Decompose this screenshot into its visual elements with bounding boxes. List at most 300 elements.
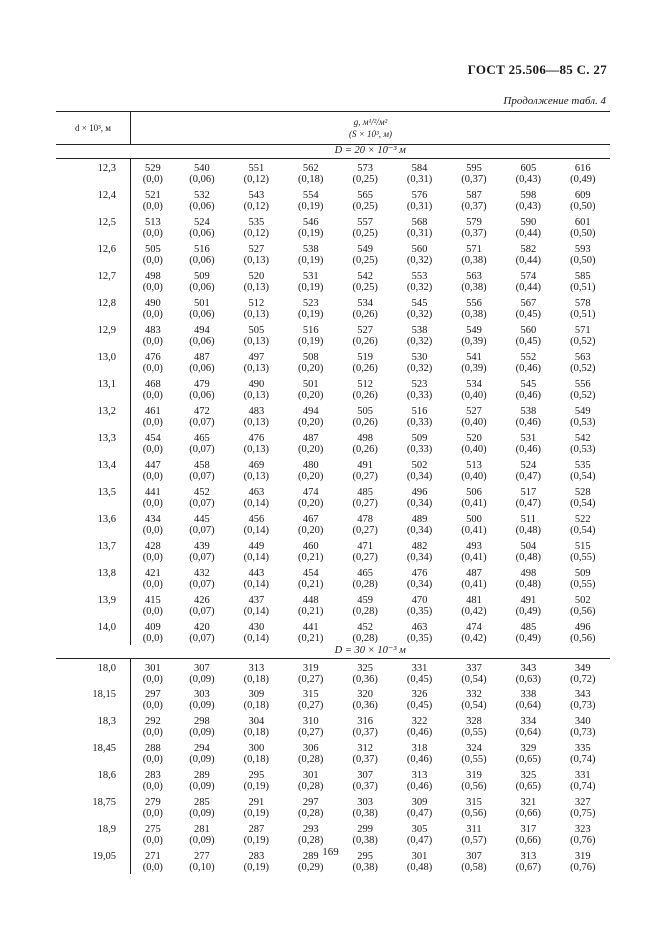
g-value: 598 [520,189,537,201]
table-cell [284,456,338,483]
s-value: (0,33) [406,389,433,401]
table-cell [556,402,610,429]
g-value: 516 [194,243,210,255]
g-value: 317 [520,824,537,835]
g-value: 573 [357,163,374,174]
table-row [56,429,610,456]
table-cell [556,375,610,402]
s-value: (0,49) [515,632,542,644]
table-cell [501,591,555,618]
g-value: 313 [248,662,265,674]
s-value: (0,47) [515,497,542,509]
s-value: (0,48) [515,524,542,536]
s-value: (0,36) [352,673,378,685]
s-value: (0,32) [406,281,433,293]
row-d-value: 12,5 [56,213,131,240]
g-value: 439 [194,540,210,552]
table-cell [447,820,501,847]
s-value: (0,27) [298,700,324,711]
g-value: 327 [574,797,591,808]
table-cell [284,159,338,186]
table-cell [501,483,555,510]
table-cell [175,658,229,685]
g-value: 487 [466,567,482,579]
g-value: 551 [248,163,265,174]
table-cell [229,483,283,510]
s-value: (0,39) [461,362,487,374]
g-value: 301 [144,662,161,674]
g-value: 289 [302,851,319,862]
table-cell [131,510,175,537]
g-value: 500 [466,513,482,525]
row-d-value: 13,7 [56,537,131,564]
g-value: 325 [357,662,374,674]
g-value: 530 [411,351,428,363]
s-value: (0,46) [406,754,433,765]
g-value: 535 [574,459,591,471]
g-value: 287 [248,824,265,835]
g-value: 522 [574,513,591,525]
table-cell [501,537,555,564]
s-value: (0,21) [298,578,324,590]
row-d-value: 18,45 [56,739,131,766]
g-value: 556 [466,297,482,309]
s-value: (0,48) [515,578,542,590]
table-cell [338,685,392,712]
table-cell [447,402,501,429]
s-value: (0,07) [189,443,215,455]
table-cell [175,591,229,618]
s-value: (0,47) [406,835,433,846]
s-value: (0,20) [298,389,324,401]
g-value: 305 [411,824,428,835]
table-cell [501,267,555,294]
table-cell [338,186,392,213]
table-cell [338,294,392,321]
table-cell [447,591,501,618]
s-value: (0,09) [189,673,215,685]
s-value: (0,38) [461,281,487,293]
g-value: 340 [574,716,591,727]
row-d-value: 13,1 [56,375,131,402]
table-cell [447,159,501,186]
g-value: 313 [411,770,428,781]
s-value: (0,76) [570,835,596,846]
table-cell [175,766,229,793]
table-cell [131,375,175,402]
s-value: (0,38) [461,308,487,320]
table-cell [556,820,610,847]
table-cell [229,658,283,685]
g-value: 298 [194,716,210,727]
g-value: 527 [248,243,265,255]
s-value: (0,46) [515,416,542,428]
g-value: 306 [302,743,319,754]
g-value: 271 [144,851,161,862]
table-cell [556,685,610,712]
g-value: 512 [357,378,374,390]
s-value: (0,21) [298,551,324,563]
g-value: 491 [357,459,374,471]
table-cell [501,186,555,213]
s-value: (0,06) [189,254,215,266]
table-cell [131,820,175,847]
row-d-value: 18,6 [56,766,131,793]
s-value: (0,20) [298,443,324,455]
table-cell [501,712,555,739]
g-value: 456 [248,513,265,525]
row-d-value: 13,2 [56,402,131,429]
s-value: (0,27) [352,524,378,536]
g-value: 538 [520,405,537,417]
g-value: 528 [574,486,591,498]
g-value: 343 [574,689,591,700]
row-d-value: 14,0 [56,618,131,645]
g-value: 474 [302,486,319,498]
s-value: (0,07) [189,578,215,590]
table-cell [284,429,338,456]
g-value: 295 [248,770,265,781]
table-cell [131,186,175,213]
table-cell [501,685,555,712]
s-value: (0,27) [352,497,378,509]
g-value: 497 [248,351,265,363]
s-value: (0,07) [189,524,215,536]
table-cell [447,348,501,375]
row-d-value: 13,3 [56,429,131,456]
g-value: 445 [194,513,210,525]
s-value: (0,32) [406,308,433,320]
table-cell [175,402,229,429]
g-value: 562 [302,163,319,174]
table-cell [338,267,392,294]
s-value: (0,20) [298,524,324,536]
table-cell [131,456,175,483]
table-cell [229,186,283,213]
row-d-value: 13,5 [56,483,131,510]
g-value: 277 [194,851,210,862]
g-value: 476 [411,567,428,579]
table-row [56,294,610,321]
s-value: (0,76) [570,862,596,873]
g-value: 458 [194,459,210,471]
table-cell [131,213,175,240]
table-cell [501,402,555,429]
g-value: 426 [194,594,210,606]
g-value: 415 [144,594,161,606]
s-value: (0,27) [298,673,324,685]
table-cell [175,712,229,739]
table-row [56,186,610,213]
table-cell [392,820,446,847]
s-value: (0,38) [352,835,378,846]
g-value: 512 [248,297,265,309]
s-value: (0,42) [461,632,487,644]
s-value: (0,14) [243,605,270,617]
s-value: (0,0) [142,174,163,185]
g-value: 582 [520,243,537,255]
table-cell [392,766,446,793]
table-cell [338,321,392,348]
s-value: (0,27) [352,551,378,563]
table-cell [175,793,229,820]
s-value: (0,18) [243,754,270,765]
s-value: (0,12) [243,174,270,185]
row-d-value: 18,15 [56,685,131,712]
g-value: 529 [144,163,161,174]
table-cell [447,321,501,348]
g-value: 303 [357,797,374,808]
g-value: 531 [302,270,319,282]
g-value: 304 [248,716,265,727]
table-cell [556,537,610,564]
table-cell [556,456,610,483]
g-value: 498 [144,270,161,282]
s-value: (0,25) [352,200,378,212]
table-cell [556,186,610,213]
s-value: (0,35) [406,605,433,617]
table-cell [392,375,446,402]
table-cell [229,267,283,294]
s-value: (0,06) [189,389,215,401]
table-cell [229,739,283,766]
table-cell [447,766,501,793]
table-cell [338,510,392,537]
g-value: 338 [520,689,537,700]
s-value: (0,51) [570,308,596,320]
s-value: (0,27) [298,727,324,738]
table-cell [392,658,446,685]
table-row [56,267,610,294]
table-cell [556,483,610,510]
table-cell [131,321,175,348]
s-value: (0,06) [189,174,215,185]
table-cell [175,483,229,510]
s-value: (0,18) [243,700,270,711]
s-value: (0,49) [570,174,596,185]
table-cell [447,510,501,537]
table-cell [229,348,283,375]
s-value: (0,13) [243,335,270,347]
s-value: (0,74) [570,754,596,765]
g-value: 307 [194,662,210,674]
g-value: 295 [357,851,374,862]
g-value: 310 [302,716,319,727]
table-cell [447,456,501,483]
row-d-value: 18,3 [56,712,131,739]
s-value: (0,25) [352,254,378,266]
g-value: 545 [411,297,428,309]
g-value: 449 [248,540,265,552]
s-value: (0,28) [298,781,324,792]
s-value: (0,34) [406,551,433,563]
row-d-value: 12,4 [56,186,131,213]
table-cell [284,186,338,213]
table-row [56,456,610,483]
g-value: 454 [144,432,161,444]
s-value: (0,07) [189,497,215,509]
g-value: 509 [194,270,210,282]
g-value: 563 [574,351,591,363]
s-value: (0,09) [189,835,215,846]
s-value: (0,45) [406,673,433,685]
table-cell [392,159,446,186]
table-cell [338,766,392,793]
g-value: 301 [411,851,428,862]
table-row [56,591,610,618]
g-value: 560 [411,243,428,255]
g-value: 494 [194,324,210,336]
s-value: (0,19) [243,835,270,846]
s-value: (0,66) [515,808,542,819]
table-cell [392,294,446,321]
g-value: 293 [302,824,319,835]
s-value: (0,44) [515,254,542,266]
s-value: (0,13) [243,443,270,455]
g-value: 501 [302,378,319,390]
s-value: (0,55) [570,578,596,590]
table-cell [392,267,446,294]
g-value: 313 [520,851,537,862]
s-value: (0,0) [142,727,163,738]
g-value: 585 [574,270,591,282]
g-value: 516 [302,324,319,336]
table-cell [556,510,610,537]
table-cell [284,739,338,766]
s-value: (0,41) [461,524,487,536]
table-row [56,820,610,847]
s-value: (0,10) [189,862,215,873]
s-value: (0,56) [461,808,487,819]
table-cell [447,618,501,645]
table-cell [556,591,610,618]
g-value: 541 [466,351,482,363]
s-value: (0,20) [298,497,324,509]
g-value: 321 [520,797,537,808]
table-cell [501,658,555,685]
table-cell [556,267,610,294]
g-value: 483 [248,405,265,417]
table-cell [447,793,501,820]
s-value: (0,44) [515,227,542,239]
table-row [56,618,610,645]
table-cell [284,793,338,820]
table-cell [175,429,229,456]
g-value: 478 [357,513,374,525]
table-cell [175,685,229,712]
s-value: (0,32) [406,254,433,266]
table-cell [175,213,229,240]
s-value: (0,49) [515,605,542,617]
g-label: g, м¹/²/м² [353,117,388,127]
table-cell [501,159,555,186]
s-value: (0,13) [243,389,270,401]
g-value: 294 [194,743,210,754]
g-value: 511 [520,513,537,525]
table-cell [447,712,501,739]
table-cell [501,739,555,766]
s-value: (0,0) [142,781,163,792]
table-cell [338,402,392,429]
s-value: (0,54) [570,524,596,536]
table-cell [556,658,610,685]
g-value: 563 [466,270,482,282]
g-value: 521 [144,189,161,201]
row-d-value: 12,7 [56,267,131,294]
g-value: 337 [466,662,482,674]
g-value: 534 [357,297,374,309]
table-cell [447,685,501,712]
table-cell [284,712,338,739]
g-value: 312 [357,743,374,754]
table-cell [229,510,283,537]
g-value: 571 [574,324,591,336]
s-value: (0,0) [142,605,163,617]
g-value: 430 [248,621,265,633]
table-cell [229,402,283,429]
s-value: (0,54) [570,497,596,509]
s-value: (0,65) [515,781,542,792]
s-value: (0,37) [352,754,378,765]
g-value: 567 [520,297,537,309]
g-value: 508 [302,351,319,363]
g-value: 465 [194,432,210,444]
g-value: 289 [194,770,210,781]
s-value: (0,34) [406,470,433,482]
table-cell [556,240,610,267]
s-value: (0,37) [461,200,487,212]
table-row [56,564,610,591]
table-cell [392,564,446,591]
s-value: (0,27) [352,470,378,482]
g-value: 494 [302,405,319,417]
table-cell [131,159,175,186]
table-cell [229,159,283,186]
table-row [56,739,610,766]
column-header-g [131,112,611,145]
g-value: 343 [520,662,537,674]
g-value: 322 [411,716,428,727]
s-value: (0,44) [515,281,542,293]
g-value: 452 [194,486,210,498]
table-cell [392,402,446,429]
g-value: 579 [466,216,482,228]
table-cell [338,793,392,820]
table-cell [392,591,446,618]
s-value: (0,33) [406,443,433,455]
s-value: (0,28) [298,835,324,846]
g-value: 546 [302,216,319,228]
g-value: 421 [144,567,161,579]
row-d-value: 13,0 [56,348,131,375]
g-value: 485 [357,486,374,498]
table-cell [284,564,338,591]
g-value: 531 [520,432,537,444]
table-cell [501,375,555,402]
table-cell [392,186,446,213]
table-cell [338,240,392,267]
s-value: (0,19) [298,227,324,239]
g-value: 527 [466,405,482,417]
s-value: (0,37) [461,174,487,185]
s-value: (0,18) [298,174,324,185]
table-cell [338,213,392,240]
table-cell [284,537,338,564]
s-value: (0,14) [243,524,270,536]
g-value: 489 [411,513,428,525]
s-value: (0,13) [243,281,270,293]
table-row [56,402,610,429]
